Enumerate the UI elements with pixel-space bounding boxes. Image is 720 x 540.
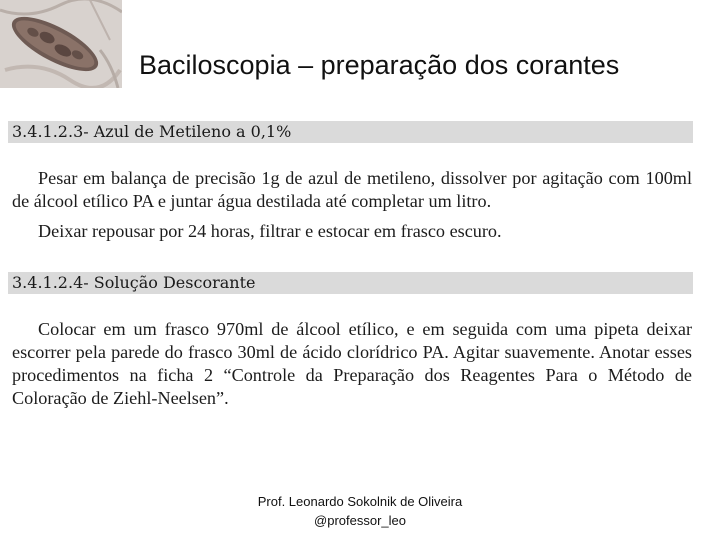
slide-title: Baciloscopia – preparação dos corantes xyxy=(139,50,620,80)
paragraph-azul-de-metileno-repouso: Deixar repousar por 24 horas, filtrar e estocar em frasco escuro. xyxy=(38,221,502,241)
bacillus-micrograph-image xyxy=(0,0,122,88)
section-heading-band-solucao-descorante xyxy=(8,272,693,294)
footer-handle: @professor_leo xyxy=(314,513,406,528)
footer-author: Prof. Leonardo Sokolnik de Oliveira xyxy=(257,494,463,509)
section-heading-solucao-descorante: 3.4.1.2.4- Solução Descorante xyxy=(12,273,256,292)
paragraph-solucao-descorante: Colocar em um frasco 970ml de álcool etílico, e em seguida com uma pipeta deixar escorrer pela parede do frasco 30ml de ácido clorídrico PA. Agitar suavemente. Anotar esses procedimentos na ficha 2 “Controle da Preparação dos Reagentes Para o Método de Coloração de Ziehl-Neelsen”. xyxy=(12,319,692,408)
section-heading-band-azul-de-metileno xyxy=(8,121,693,143)
section-heading-azul-de-metileno: 3.4.1.2.3- Azul de Metileno a 0,1% xyxy=(12,122,292,141)
paragraph-azul-de-metileno-preparo: Pesar em balança de precisão 1g de azul de metileno, dissolver por agitação com 100ml de álcool etílico PA e juntar água destilada até completar um litro. xyxy=(12,168,692,211)
